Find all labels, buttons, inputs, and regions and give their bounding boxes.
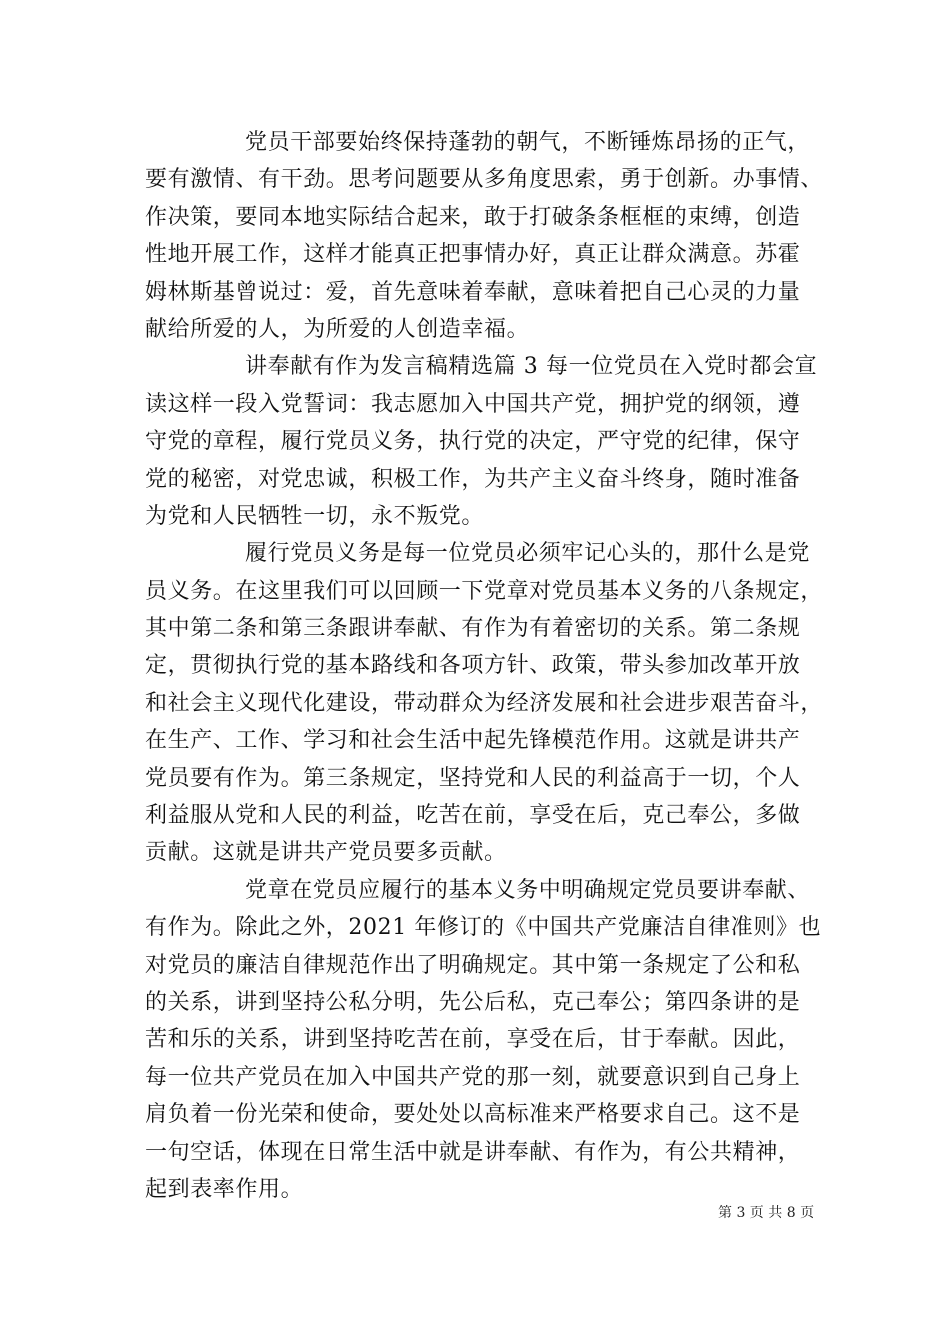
text-line: 的关系，讲到坚持公私分明，先公后私，克己奉公；第四条讲的是 <box>145 989 801 1015</box>
text-line: 利益服从党和人民的利益，吃苦在前，享受在后，克己奉公，多做 <box>145 803 801 829</box>
text-line: 作决策，要同本地实际结合起来，敢于打破条条框框的束缚，创造 <box>145 204 801 230</box>
text-line: 党员要有作为。第三条规定，坚持党和人民的利益高于一切，个人 <box>145 765 801 791</box>
text-line: 苦和乐的关系，讲到坚持吃苦在前，享受在后，甘于奉献。因此， <box>145 1027 801 1053</box>
text-line: 员义务。在这里我们可以回顾一下党章对党员基本义务的八条规定， <box>145 578 824 604</box>
text-line: 履行党员义务是每一位党员必须牢记心头的，那什么是党 <box>245 541 811 567</box>
text-line: 要有激情、有干劲。思考问题要从多角度思索，勇于创新。办事情、 <box>145 167 824 193</box>
text-line: 其中第二条和第三条跟讲奉献、有作为有着密切的关系。第二条规 <box>145 616 801 642</box>
text-line: 对党员的廉洁自律规范作出了明确规定。其中第一条规定了公和私 <box>145 952 801 978</box>
text-line: 贡献。这就是讲共产党员要多贡献。 <box>145 840 507 866</box>
text-line: 党的秘密，对党忠诚，积极工作，为共产主义奋斗终身，随时准备 <box>145 466 801 492</box>
text-line: 性地开展工作，这样才能真正把事情办好，真正让群众满意。苏霍 <box>145 242 801 268</box>
text-line: 肩负着一份光荣和使命，要处处以高标准来严格要求自己。这不是 <box>145 1102 801 1128</box>
text-line: 党员干部要始终保持蓬勃的朝气，不断锤炼昂扬的正气， <box>245 130 811 155</box>
text-line: 每一位共产党员在加入中国共产党的那一刻，就要意识到自己身上 <box>145 1064 801 1090</box>
text-line: 姆林斯基曾说过：爱，首先意味着奉献，意味着把自己心灵的力量 <box>145 279 801 305</box>
text-line: 党章在党员应履行的基本义务中明确规定党员要讲奉献、 <box>245 877 811 903</box>
text-line: 在生产、工作、学习和社会生活中起先锋模范作用。这就是讲共产 <box>145 728 801 754</box>
text-line: 起到表率作用。 <box>145 1176 304 1202</box>
text-line: 读这样一段入党誓词：我志愿加入中国共产党，拥护党的纲领，遵 <box>145 391 801 417</box>
page-footer: 第 3 页 共 8 页 <box>718 1205 815 1221</box>
text-line: 献给所爱的人，为所爱的人创造幸福。 <box>145 316 530 342</box>
text-line: 定，贯彻执行党的基本路线和各项方针、政策，带头参加改革开放 <box>145 653 801 679</box>
text-line: 守党的章程，履行党员义务，执行党的决定，严守党的纪律，保守 <box>145 429 801 455</box>
text-line: 一句空话，体现在日常生活中就是讲奉献、有作为，有公共精神， <box>145 1139 801 1165</box>
body-text <box>145 124 824 1208</box>
text-line: 讲奉献有作为发言稿精选篇 3 每一位党员在入党时都会宣 <box>245 354 818 380</box>
text-line: 和社会主义现代化建设，带动群众为经济发展和社会进步艰苦奋斗， <box>145 690 824 716</box>
text-line: 有作为。除此之外，2021 年修订的《中国共产党廉洁自律准则》也 <box>145 915 822 941</box>
text-line: 为党和人民牺牲一切，永不叛党。 <box>145 503 485 529</box>
